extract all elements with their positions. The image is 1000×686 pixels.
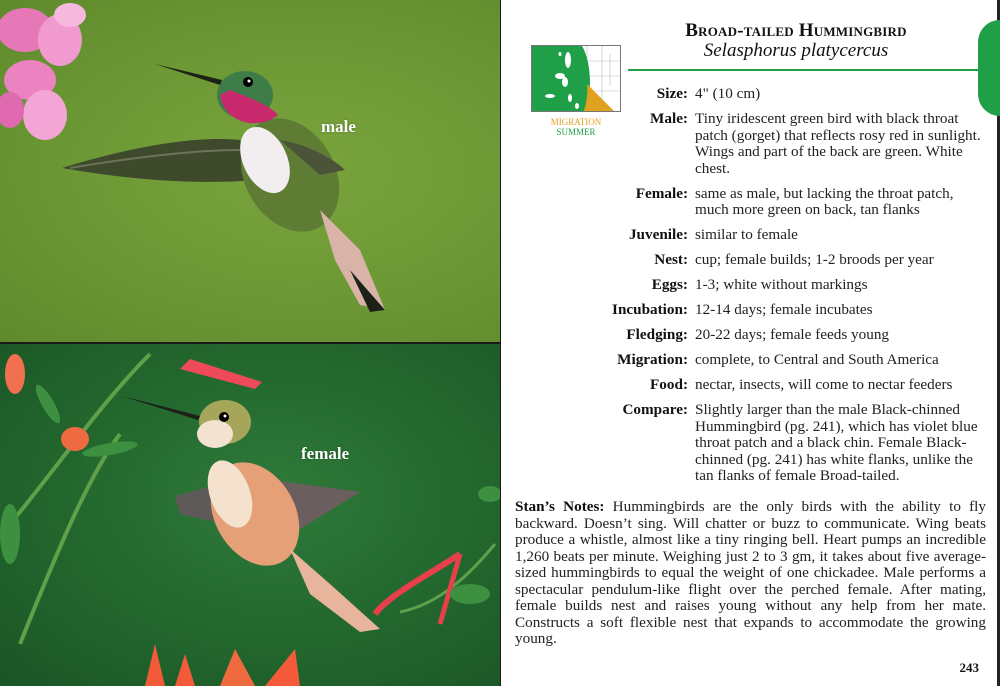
fact-value: 20-22 days; female feeds young — [695, 326, 890, 343]
male-hummingbird-illustration — [0, 0, 500, 342]
fact-female — [581, 186, 986, 219]
fact-food — [581, 377, 986, 394]
fact-size — [581, 86, 986, 103]
fact-label: Male: — [650, 110, 688, 127]
legend-migration: MIGRATION — [550, 117, 602, 127]
fact-fledging — [581, 327, 986, 344]
fact-label: Food: — [650, 376, 688, 393]
fact-label: Incubation: — [612, 301, 688, 318]
fact-migration — [581, 352, 986, 369]
page-number: 243 — [959, 660, 979, 675]
fact-label: Fledging: — [626, 326, 688, 343]
fact-label: Size: — [656, 85, 688, 102]
fact-label: Female: — [635, 184, 688, 202]
fact-value: nectar, insects, will come to nectar feeders — [695, 376, 953, 393]
fact-value: 1-3; white without markings — [695, 276, 868, 293]
fact-value: Tiny iridescent green bird with black throat patch (gorget) that reflects rosy red in sunlight. Wings and part of the back are green. White chest. — [695, 110, 981, 177]
fact-label: Migration: — [617, 351, 688, 368]
notes-label: Stan’s Notes: — [515, 498, 605, 515]
female-hummingbird-photo — [0, 344, 500, 686]
fact-nest — [581, 252, 986, 269]
notes-text: Hummingbirds are the only birds with the ability to fly backward. Doesn’t sing. Will chatter or buzz to communicate. Wing beats produce a whistle, almost like a tiny ringing bell. Heart pumps an incredible 1,260 beats per minute. Weighing just 2 to 3 gm, it takes about five average-sized hummingbirds to equal the weight of one chickadee. Male performs a spectacular pendulum-like flight over the perched female. After mating, female builds nest and raises young without any help from her mate. Constructs a soft flexible nest that expands to accommodate the growing young. — [515, 498, 986, 647]
scientific-name: Selasphorus platycercus — [703, 40, 889, 61]
fact-value: same as male, but lacking the throat patch, much more green on back, tan flanks — [695, 184, 954, 218]
species-title — [651, 20, 941, 62]
species-facts — [581, 86, 986, 493]
fact-eggs — [581, 277, 986, 294]
fact-value: similar to female — [695, 226, 798, 243]
fact-label: Eggs: — [651, 276, 688, 293]
female-hummingbird-illustration — [0, 344, 500, 686]
fact-label: Juvenile: — [628, 226, 688, 243]
fact-incubation — [581, 302, 986, 319]
male-hummingbird-photo — [0, 0, 500, 342]
fact-value: 12-14 days; female incubates — [695, 301, 873, 318]
female-caption: female — [301, 444, 350, 463]
fact-label: Nest: — [654, 251, 688, 268]
pink-flower-cluster — [0, 3, 86, 140]
fact-male — [581, 111, 986, 177]
fact-value: complete, to Central and South America — [695, 351, 939, 368]
species-page — [501, 0, 1000, 686]
fact-juvenile — [581, 227, 986, 244]
fact-value: Slightly larger than the male Black-chinned Hummingbird (pg. 241), which has violet blue throat patch and a black chin. Female Black-chinned (pg. 241) has white flanks, unlike the tan flanks of female Broad-tailed. — [695, 401, 978, 484]
fact-compare — [581, 402, 986, 485]
male-caption: male — [321, 117, 356, 136]
fact-value: 4" (10 cm) — [695, 85, 761, 102]
stans-notes — [515, 499, 986, 648]
title-divider — [628, 69, 988, 71]
fact-label: Compare: — [622, 401, 688, 418]
fact-value: cup; female builds; 1-2 broods per year — [695, 251, 934, 268]
legend-summer: SUMMER — [556, 127, 596, 137]
common-name: Broad-tailed Hummingbird — [685, 20, 907, 41]
